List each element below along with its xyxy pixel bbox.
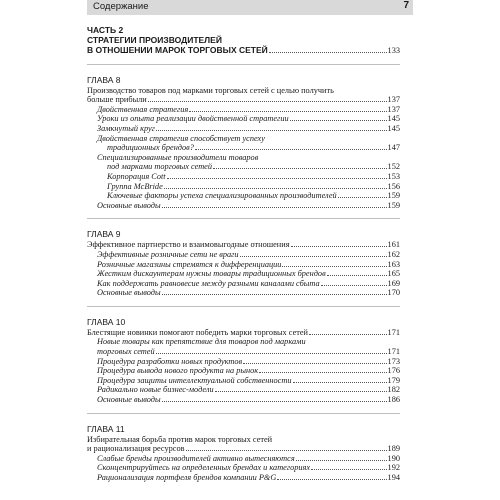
- toc-entry: Группа McBride 156: [107, 181, 400, 191]
- toc-entry: Двойственная стратегия 137: [97, 104, 400, 114]
- toc-entry: Сконцентрируйтесь на определенных брендах и категориях 192: [97, 463, 400, 473]
- part-title-line1: СТРАТЕГИИ ПРОИЗВОДИТЕЛЕЙ: [87, 35, 222, 45]
- toc-entry: Корпорация Cott 153: [107, 171, 400, 181]
- toc-entry: Радикально новые бизнес-модели 182: [97, 385, 400, 395]
- header-title: Содержание: [93, 1, 149, 12]
- chapter-10: [87, 317, 400, 405]
- toc-entry: Ключевые факторы успеха специализированных производителей 159: [107, 191, 400, 201]
- part-label: ЧАСТЬ 2: [87, 25, 124, 35]
- header-page-number: 7: [403, 0, 409, 11]
- toc-entry: Специализированные производители товаров под марками торговых сетей 152: [97, 152, 400, 172]
- toc-entry: Новые товары как препятствие для товаров под марками торговых сетей 171: [97, 337, 400, 357]
- chapter-11: [87, 424, 400, 483]
- toc-entry: Основные выводы 170: [97, 288, 400, 298]
- chapter-title: Производство товаров под марками торговых сетей с целью получить больше прибыли 137: [87, 85, 400, 105]
- part-title-line2: В ОТНОШЕНИИ МАРОК ТОРГОВЫХ СЕТЕЙ: [87, 45, 268, 55]
- toc-entry: Процедура вывода нового продукта на рынок 176: [97, 366, 400, 376]
- divider: [87, 413, 400, 414]
- chapter-label: ГЛАВА 11: [87, 423, 125, 434]
- toc-entry: Слабые бренды производителей активно вытесняются 190: [97, 453, 400, 463]
- toc-entry: Процедура защиты интеллектуальной собственности 179: [97, 375, 400, 385]
- toc-entry: Уроки из опыта реализации двойственной стратегии 145: [97, 114, 400, 124]
- toc-entry: Двойственная стратегия способствует успеху традиционных брендов? 147: [97, 133, 400, 153]
- chapter-title: Избирательная борьба против марок торговых сетей и рационализация ресурсов 189: [87, 434, 400, 454]
- chapter-title: Блестящие новинки помогают победить марки торговых сетей 171: [87, 327, 400, 337]
- toc-content: [87, 25, 400, 483]
- toc-entry: Рационализация портфеля брендов компании P&G 194: [97, 473, 400, 482]
- chapter-8: [87, 75, 400, 211]
- chapter-title: Эффективное партнерство и взаимовыгодные отношения 161: [87, 240, 400, 250]
- part-page: 133: [387, 46, 400, 55]
- chapter-label: ГЛАВА 10: [87, 316, 126, 327]
- toc-entry: Процедура разработки новых продуктов 173: [97, 356, 400, 366]
- chapter-9: [87, 229, 400, 298]
- toc-entry: Жестким дискаунтерам нужны товары традиционных брендов 165: [97, 269, 400, 279]
- divider: [87, 306, 400, 307]
- toc-entry: Розничные магазины стремятся к дифференциации 163: [97, 259, 400, 269]
- toc-entry: Основные выводы 159: [97, 200, 400, 210]
- toc-entry: Замкнутый круг 145: [97, 123, 400, 133]
- toc-entry: Эффективные розничные сети не враги 162: [97, 249, 400, 259]
- divider: [87, 218, 400, 219]
- toc-entry: Основные выводы 186: [97, 395, 400, 405]
- part-heading: [87, 25, 400, 56]
- chapter-label: ГЛАВА 9: [87, 229, 121, 240]
- running-header: [87, 0, 413, 15]
- chapter-label: ГЛАВА 8: [87, 74, 121, 85]
- divider: [87, 64, 400, 65]
- toc-entry: Как поддержать равновесие между разными каналами сбыта 169: [97, 278, 400, 288]
